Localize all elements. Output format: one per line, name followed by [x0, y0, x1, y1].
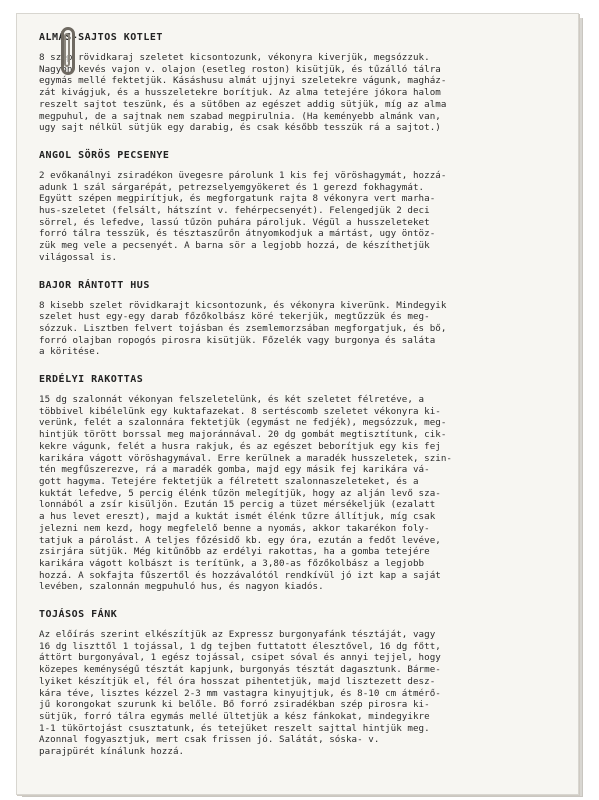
recipe-section — [39, 609, 569, 758]
recipe-text-line: lonnából a zsír kisüljön. Ezután 15 percig a tüzet mérsékeljük (ezalatt — [39, 499, 436, 511]
recipe-text-line: forró olajban ropogós pirosra kisütjük. Főzelék vagy burgonya és saláta — [39, 334, 436, 346]
recipe-section — [39, 374, 569, 593]
recipe-text-line: sózzuk. Lisztben felvert tojásban és zsemlemorzsában megforgatjuk, és bő, — [39, 322, 447, 334]
recipe-text-line: karikára vágott kolbászt is terítünk, a 3,80-as főzőkolbász a legjobb — [39, 557, 425, 569]
recipe-text-line: hintjük törött borssal meg majoránnával. 20 dg gombát megtisztítunk, cik- — [39, 429, 447, 441]
recipe-text-line: ugy sajt nélkül sütjük egy darabig, és csak később tesszük rá a sajtot.) — [39, 122, 441, 134]
recipe-text-line: a köritése. — [39, 346, 101, 358]
recipe-text-line: jű korongokat szurunk ki belőle. Bő forró zsiradékban szép pirosra ki- — [39, 699, 430, 711]
recipe-text-line: lyiket készítjük el, fél óra hosszat pihentetjük, majd lisztezett desz- — [39, 675, 436, 687]
recipe-text-line: többivel kibélelünk egy kuktafazekat. 8 sertéscomb szeletet vékonyra ki- — [39, 405, 441, 417]
recipe-text-line: hozzá. A sokfajta fűszertől és hozzávalótól rendkívül jó izt kap a saját — [39, 569, 441, 581]
recipe-text-line: Azonnal fogyasztjuk, mert csak frissen jó. Salátát, sóska- v. — [39, 734, 386, 746]
recipe-text-line: verünk, felét a szalonnára fektetjük (egymást ne fedjék), megsózzuk, meg- — [39, 417, 447, 429]
recipe-text-line: zük meg vele a pecsenyét. A barna sör a legjobb hozzá, de készíthetjük — [39, 240, 430, 252]
recipe-text-line: áttört burgonyával, 1 egész tojással, csipet sóval és annyi tejjel, hogy — [39, 652, 441, 664]
recipe-text-line: zsirjára sütjük. Még kitűnőbb az erdélyi rakottas, ha a gomba tetejére — [39, 546, 430, 558]
recipe-text-line: karikára vágott vöröshagymával. Erre kerülnek a maradék husszeletek, szin- — [39, 452, 453, 464]
recipe-text-line: jelezni nem kezd, hogy megfelelő benne a nyomás, akkor takarékon foly- — [39, 522, 430, 534]
recipe-text-line: egymás mellé fektetjük. Kásáshusu almát ujjnyi szeletekre vágunk, magház- — [39, 75, 447, 87]
recipe-title: ERDÉLYI RAKOTTAS — [39, 374, 144, 386]
recipe-text-line: hus-szeletet (felsált, hátszínt v. fehérpecsenyét). Felengedjük 2 deci — [39, 205, 430, 217]
recipe-text-line: kekre vágunk, felét a husra rakjuk, és az egészet beborítjuk egy kis fej — [39, 440, 441, 452]
recipe-content — [39, 32, 569, 774]
recipe-section — [39, 32, 569, 134]
recipe-text-line: zát kivágjuk, és a husszeletekre borítjuk. Az alma tetejére jókora halom — [39, 87, 441, 99]
recipe-text-line: sörrel, és lefedve, lassú tűzön puhára pároljuk. Végül a husszeleteket — [39, 216, 430, 228]
recipe-text-line: 2 evőkanálnyi zsiradékon üvegesre párolunk 1 kis fej vöröshagymát, hozzá- — [39, 169, 447, 181]
recipe-text-line: adunk 1 szál sárgarépát, petrezselyemgyökeret és 1 gerezd fokhagymát. — [39, 181, 425, 193]
recipe-text-line: 8 kisebb szelet rövidkarajt kicsontozunk, és vékonyra kiverünk. Mindegyik — [39, 299, 447, 311]
recipe-text-line: sütjük, forró tálra egymás mellé ültetjük a kész fánkokat, mindegyikre — [39, 710, 430, 722]
recipe-text-line: 8 szép rövidkaraj szeletet kicsontozunk, vékonyra kiverjük, megsózzuk. — [39, 52, 430, 63]
recipe-text-line: kára téve, lisztes kézzel 2-3 mm vastagra kinyujtjuk, és 8-10 cm átmérő- — [39, 687, 441, 699]
recipe-text-line: reszelt sajtot teszünk, és a sütőben az egészet addig sütjük, míg az alma — [39, 98, 447, 110]
recipe-title: ANGOL SÖRÖS PECSENYE — [39, 149, 170, 161]
recipe-text-line: közepes keménységű tésztát kapjunk, burgonyás tésztát dagasztunk. Bárme- — [39, 664, 441, 676]
paper-clip-inner-icon — [64, 33, 70, 67]
recipe-text-line: Nagyon kevés vajon v. olajon (esetleg roston) kisütjük, és tűzálló tálra — [39, 63, 441, 75]
recipe-text-line: gott hagyma. Tetejére fektetjük a félretett szalonnaszeleteket, és a — [39, 475, 419, 487]
recipe-text-line: forró tálra tesszük, és tésztaszűrőn átnyomkodjuk a mártást, ugy öntöz- — [39, 228, 436, 240]
recipe-text-line: Együtt szépen megpirítjuk, és megforgatunk rajta 8 vékonyra vert marha- — [39, 193, 436, 205]
recipe-text-line: a hus levet ereszt), majd a kuktát ismét élénk tűzre állítjuk, míg csak — [39, 511, 436, 523]
recipe-text-line: tatjuk a párolást. A teljes főzésidő kb. egy óra, ezután a fedőt levéve, — [39, 534, 441, 546]
typewritten-page — [16, 13, 579, 795]
recipe-text-line: kuktát lefedve, 5 percig élénk tűzön melegítjük, hogy az alján levő sza- — [39, 487, 441, 499]
recipe-text-line: megpuhul, de a sajtnak nem szabad megpirulnia. (Ha keményebb almánk van, — [39, 110, 441, 122]
recipe-title: BAJOR RÁNTOTT HUS — [39, 279, 150, 291]
recipe-title: TOJÁSOS FÁNK — [39, 609, 118, 621]
recipe-text-line: levében, szalonnán megpuhuló hus, és nagyon kiadós. — [39, 581, 324, 593]
recipe-text-line: szelet hust egy-egy darab főzőkolbász köré tekerjük, megtűzzük és meg- — [39, 311, 430, 323]
recipe-text-line: 1-1 tükörtojást csusztatunk, és tetejüket reszelt sajttal hintjük meg. — [39, 722, 430, 734]
recipe-text-line: parajpürét kínálunk hozzá. — [39, 746, 185, 758]
recipe-section — [39, 280, 569, 359]
recipe-text-line: 15 dg szalonnát vékonyan felszeletelünk, és két szeletet félretéve, a — [39, 394, 425, 406]
recipe-text-line: 16 dg liszttől 1 tojással, 1 dg tejben futtatott élesztővel, 16 dg főtt, — [39, 640, 441, 652]
recipe-title: ALMÁS-SAJTOS KOTLET — [39, 32, 163, 43]
recipe-text-line: Az előírás szerint elkészítjük az Expressz burgonyafánk tésztáját, vagy — [39, 629, 436, 641]
recipe-section — [39, 150, 569, 264]
recipe-text-line: világossal is. — [39, 251, 118, 263]
recipe-text-line: tén megfűszerezve, rá a maradék gomba, majd egy másik fej karikára vá- — [39, 464, 430, 476]
